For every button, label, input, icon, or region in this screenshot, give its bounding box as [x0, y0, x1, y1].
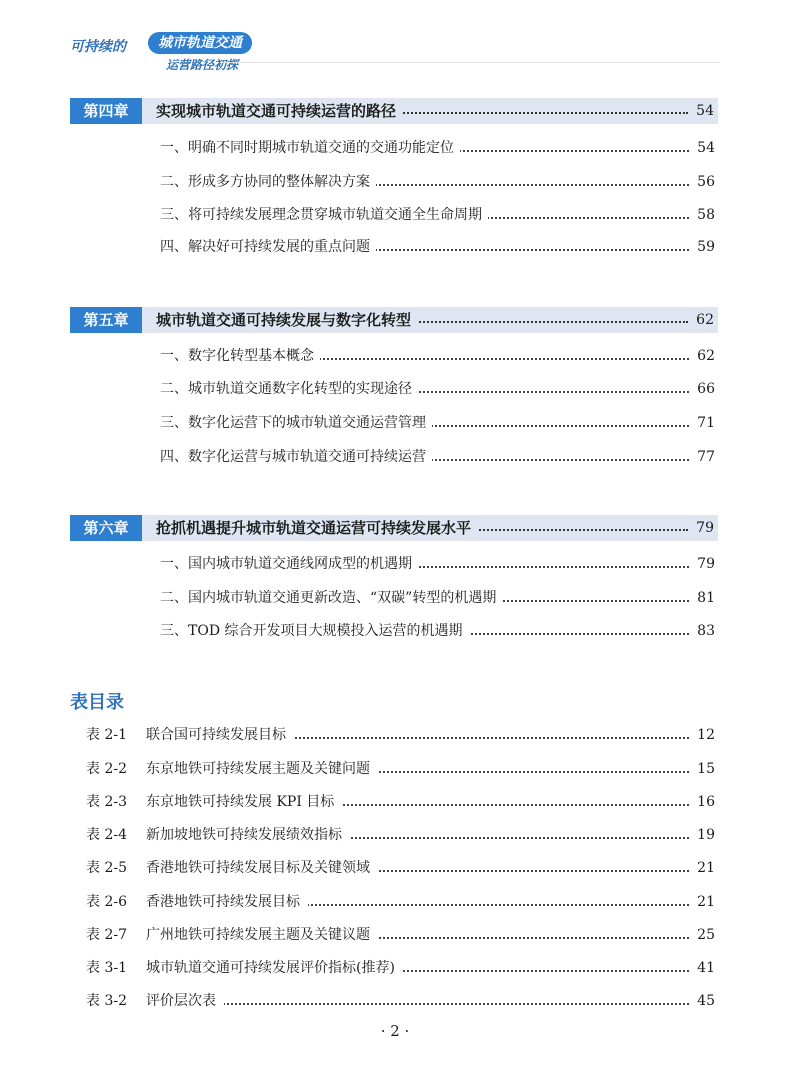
- table-page: 19: [693, 824, 715, 846]
- entry-page: 66: [693, 378, 715, 400]
- table-title: 广州地铁可持续发展主题及关键议题: [146, 924, 378, 946]
- entry-title: 三、TOD 综合开发项目大规模投入运营的机遇期: [160, 620, 469, 642]
- table-title: 东京地铁可持续发展 KPI 目标: [146, 791, 342, 813]
- entry-title: 二、城市轨道交通数字化转型的实现途径: [160, 378, 418, 400]
- table-list-heading: 表目录: [70, 692, 124, 713]
- page-number: · 2 ·: [380, 1022, 410, 1040]
- header-highlight: 城市轨道交通: [148, 32, 252, 54]
- table-label: 表 2-4: [86, 827, 127, 843]
- table-label: 表 2-6: [86, 894, 127, 910]
- entry-title: 一、数字化转型基本概念: [160, 345, 320, 367]
- running-header: [70, 30, 720, 74]
- table-page: 21: [693, 891, 715, 913]
- toc-entry[interactable]: [160, 236, 715, 258]
- entry-title: 一、国内城市轨道交通线网成型的机遇期: [160, 553, 418, 575]
- toc-entry[interactable]: [160, 446, 715, 468]
- table-entry[interactable]: [86, 857, 715, 879]
- table-page: 21: [693, 857, 715, 879]
- chapter-5-heading[interactable]: [70, 307, 718, 333]
- table-page: 25: [693, 924, 715, 946]
- toc-entry[interactable]: [160, 378, 715, 400]
- toc-entry[interactable]: [160, 204, 715, 226]
- entry-page: 58: [693, 204, 715, 226]
- table-entry[interactable]: [86, 824, 715, 846]
- chapter-title: 城市轨道交通可持续发展与数字化转型: [156, 307, 417, 333]
- entry-page: 81: [693, 587, 715, 609]
- chapter-page: 79: [692, 515, 714, 541]
- entry-title: 四、解决好可持续发展的重点问题: [160, 236, 376, 258]
- table-entry[interactable]: [86, 724, 715, 746]
- entry-page: 56: [693, 171, 715, 193]
- chapter-tag: 第四章: [70, 98, 142, 124]
- table-title: 新加坡地铁可持续发展绩效指标: [146, 824, 350, 846]
- table-entry[interactable]: [86, 758, 715, 780]
- header-prefix: 可持续的: [70, 39, 126, 55]
- table-title: 评价层次表: [146, 990, 224, 1012]
- table-entry[interactable]: [86, 891, 715, 913]
- table-title: 东京地铁可持续发展主题及关键问题: [146, 758, 378, 780]
- entry-title: 二、形成多方协同的整体解决方案: [160, 171, 376, 193]
- table-label: 表 3-2: [86, 993, 127, 1009]
- toc-entry[interactable]: [160, 171, 715, 193]
- header-rule: [220, 62, 720, 63]
- entry-page: 71: [693, 412, 715, 434]
- entry-page: 79: [693, 553, 715, 575]
- chapter-tag: 第六章: [70, 515, 142, 541]
- table-label: 表 3-1: [86, 960, 127, 976]
- table-label: 表 2-5: [86, 860, 127, 876]
- toc-entry[interactable]: [160, 553, 715, 575]
- toc-entry[interactable]: [160, 137, 715, 159]
- entry-page: 59: [693, 236, 715, 258]
- table-page: 41: [693, 957, 715, 979]
- toc-entry[interactable]: [160, 620, 715, 642]
- leader-dots: [146, 1003, 689, 1005]
- chapter-page: 54: [692, 98, 714, 124]
- entry-page: 62: [693, 345, 715, 367]
- table-label: 表 2-7: [86, 927, 127, 943]
- chapter-page: 62: [692, 307, 714, 333]
- table-title: 香港地铁可持续发展目标: [146, 891, 308, 913]
- chapter-tag: 第五章: [70, 307, 142, 333]
- table-entry[interactable]: [86, 990, 715, 1012]
- table-page: 16: [693, 791, 715, 813]
- header-subtitle: 运营路径初探: [166, 58, 239, 72]
- table-entry[interactable]: [86, 791, 715, 813]
- entry-page: 54: [693, 137, 715, 159]
- entry-title: 一、明确不同时期城市轨道交通的交通功能定位: [160, 137, 460, 159]
- entry-title: 二、国内城市轨道交通更新改造、“双碳”转型的机遇期: [160, 587, 502, 609]
- toc-entry[interactable]: [160, 587, 715, 609]
- table-page: 45: [693, 990, 715, 1012]
- toc-entry[interactable]: [160, 345, 715, 367]
- chapter-4-heading[interactable]: [70, 98, 718, 124]
- entry-title: 三、数字化运营下的城市轨道交通运营管理: [160, 412, 432, 434]
- table-title: 联合国可持续发展目标: [146, 724, 294, 746]
- table-entry[interactable]: [86, 957, 715, 979]
- chapter-title: 实现城市轨道交通可持续运营的路径: [156, 98, 402, 124]
- entry-title: 三、将可持续发展理念贯穿城市轨道交通全生命周期: [160, 204, 488, 226]
- entry-page: 77: [693, 446, 715, 468]
- table-page: 15: [693, 758, 715, 780]
- table-label: 表 2-3: [86, 794, 127, 810]
- toc-entry[interactable]: [160, 412, 715, 434]
- table-title: 城市轨道交通可持续发展评价指标(推荐): [146, 957, 403, 979]
- entry-page: 83: [693, 620, 715, 642]
- table-label: 表 2-2: [86, 761, 127, 777]
- table-label: 表 2-1: [86, 727, 127, 743]
- table-title: 香港地铁可持续发展目标及关键领域: [146, 857, 378, 879]
- entry-title: 四、数字化运营与城市轨道交通可持续运营: [160, 446, 432, 468]
- chapter-title: 抢抓机遇提升城市轨道交通运营可持续发展水平: [156, 515, 477, 541]
- chapter-6-heading[interactable]: [70, 515, 718, 541]
- table-entry[interactable]: [86, 924, 715, 946]
- table-page: 12: [693, 724, 715, 746]
